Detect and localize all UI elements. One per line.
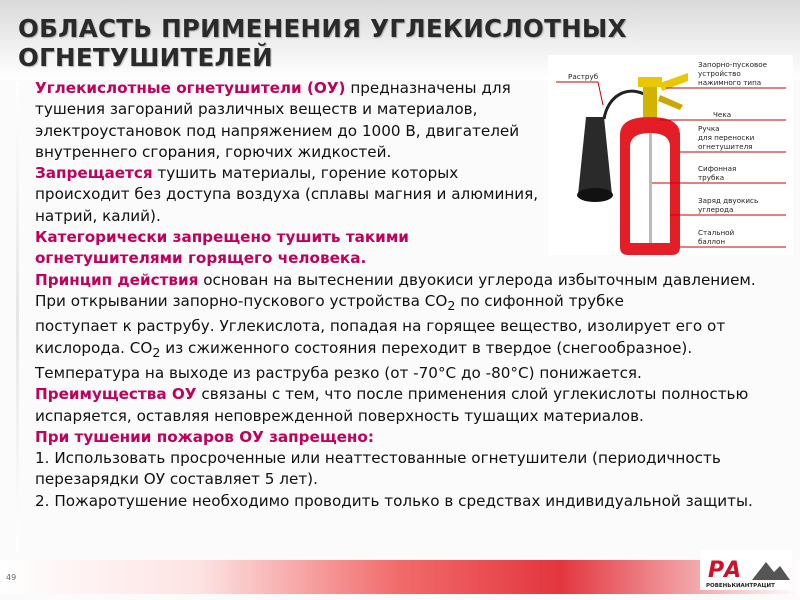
title-line-2: ОГНЕТУШИТЕЛЕЙ	[18, 43, 273, 72]
paragraph-advantages	[35, 384, 775, 427]
forbidden-heading: Запрещается	[35, 164, 153, 183]
forbidden-text: тушить материалы, горение которых происходит без доступа воздуха (сплавы магния и алюминия, натрий, калий).	[35, 164, 539, 225]
advantages-heading: Преимущества ОУ	[35, 385, 197, 404]
valve-head	[638, 73, 688, 119]
paragraph-rule-2	[35, 491, 775, 512]
paragraph-oxygen	[35, 338, 775, 363]
label-charge-1: Заряд двуокись	[698, 196, 759, 205]
paragraph-rule-1	[35, 448, 775, 491]
label-siphon-2: трубка	[698, 173, 725, 182]
company-logo	[700, 550, 792, 590]
principle-text: основан на вытеснении двуокиси углерода избыточным давлением. При открывании запорно-пускового устройства CO	[35, 270, 756, 310]
temperature-text: Температура на выходе из раструба резко (от -70°С до -80°С) понижается.	[35, 363, 642, 382]
paragraph-nozzle-flow	[35, 316, 775, 337]
rule-2-text: 2. Пожаротушение необходимо проводить только в средствах индивидуальной защиты.	[35, 491, 753, 510]
extinguisher-diagram	[548, 55, 793, 255]
footer-bar	[0, 560, 800, 594]
purpose-heading: Углекислотные огнетушители (ОУ)	[35, 79, 346, 97]
co2-subscript: 2	[447, 298, 456, 313]
title-line-1: ОБЛАСТЬ ПРИМЕНЕНИЯ УГЛЕКИСЛОТНЫХ	[18, 14, 627, 43]
label-handle-3: огнетушителя	[698, 142, 753, 151]
cylinder	[620, 117, 680, 255]
paragraph-temperature	[35, 363, 775, 384]
co2-subscript-2: 2	[152, 344, 161, 360]
label-charge-2: углерода	[698, 205, 734, 214]
label-siphon-1: Сифонная	[698, 164, 737, 173]
label-body-2: баллон	[698, 237, 726, 246]
oxygen-text-2: из сжиженного состояния переходит в твердое (снегообразное).	[160, 338, 693, 357]
logo-svg	[700, 550, 792, 590]
oxygen-text: кислорода. CO	[35, 338, 153, 357]
logo-letters: РА	[708, 558, 742, 583]
extinguisher-svg	[548, 55, 793, 255]
label-valve-1: Запорно-пусковое	[698, 60, 768, 69]
nozzle-flow-text: поступает к раструбу. Углекислота, попадая на горящее вещество, изолирует его от	[35, 317, 726, 336]
label-handle-1: Ручка	[698, 124, 720, 133]
label-nozzle: Раструб	[568, 72, 599, 81]
strictly-forbidden-text: Категорически запрещено тушить такими огнетушителями горящего человека.	[35, 228, 409, 268]
label-handle-2: для переноски	[698, 133, 755, 142]
prohibited-heading: При тушении пожаров ОУ запрещено:	[35, 427, 374, 446]
label-body-1: Стальной	[698, 228, 735, 237]
label-valve-2: устройство	[698, 69, 741, 78]
principle-text-2: по сифонной трубке	[455, 291, 624, 310]
slide-number: 49	[6, 573, 17, 582]
paragraph-principle	[35, 270, 775, 317]
label-valve-3: нажимного типа	[698, 78, 762, 87]
purpose-text: предназначены для тушения загораний различных веществ и материалов, электроустановок под напряжением до 1000 В, двигателей внутреннего сгорания, горючих жидкостей.	[35, 79, 520, 161]
logo-caption: РОВЕНЬКИАНТРАЦИТ	[706, 583, 775, 589]
rule-1-text: 1. Использовать просроченные или неаттестованные огнетушители (периодичность перезарядки ОУ составляет 5 лет).	[35, 449, 721, 489]
left-decor-rule	[16, 82, 19, 552]
advantages-text: связаны с тем, что после применения слой углекислоты полностью испаряется, оставляя неповрежденной поверхность тушащих материалов.	[35, 385, 749, 425]
principle-heading: Принцип действия	[35, 270, 199, 289]
paragraph-prohibited-heading	[35, 427, 775, 448]
label-pin: Чека	[713, 110, 732, 119]
